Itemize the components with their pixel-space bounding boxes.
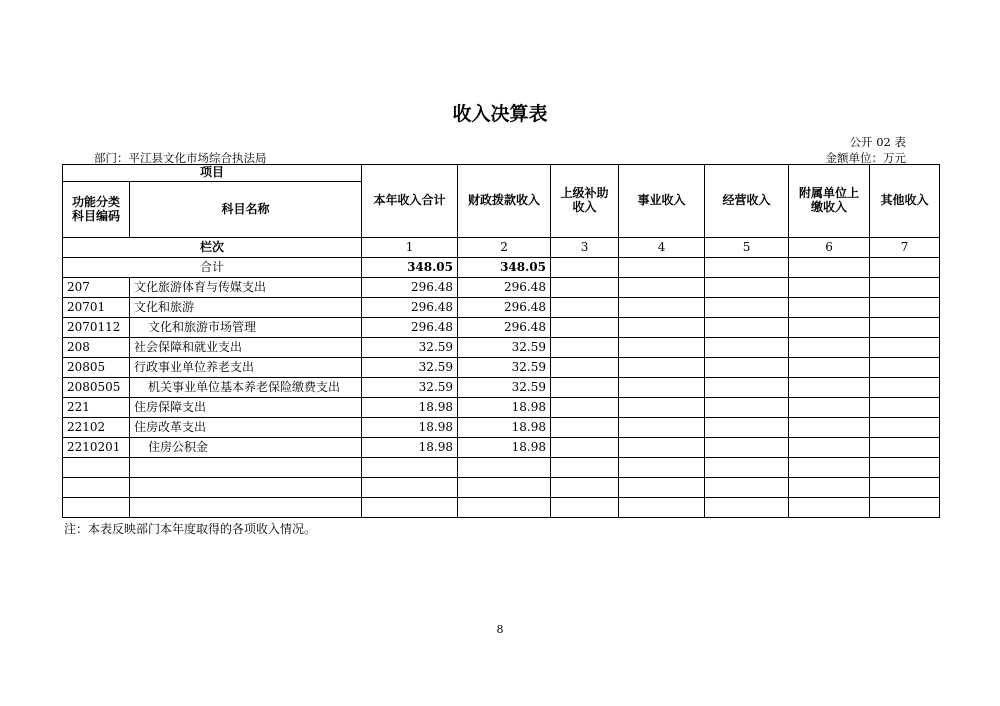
column-number: 7: [870, 238, 940, 258]
amount-cell: [705, 378, 789, 398]
amount-cell: [789, 418, 870, 438]
amount-cell: [705, 358, 789, 378]
amount-cell: 18.98: [362, 418, 458, 438]
amount-cell: [789, 398, 870, 418]
table-row: [63, 278, 940, 298]
subject-code: [63, 458, 130, 478]
amount-cell: [870, 498, 940, 518]
subject-name: 文化和旅游: [130, 298, 362, 318]
subject-name: 社会保障和就业支出: [130, 338, 362, 358]
amount-cell: [705, 338, 789, 358]
amount-cell: [619, 418, 705, 438]
amount-cell: [362, 498, 458, 518]
lanci-row: [63, 238, 940, 258]
amount-cell: [705, 398, 789, 418]
column-number: 5: [705, 238, 789, 258]
amount-cell: [551, 478, 619, 498]
amount-cell: 32.59: [362, 338, 458, 358]
amount-cell: [705, 498, 789, 518]
amount-unit-label: 金额单位：万元: [825, 151, 906, 165]
amount-cell: [551, 498, 619, 518]
total-value: [870, 258, 940, 278]
column-number: 4: [619, 238, 705, 258]
header-col-2: 财政拨款收入: [458, 165, 551, 238]
subject-name: 住房改革支出: [130, 418, 362, 438]
amount-cell: [789, 478, 870, 498]
amount-cell: [705, 478, 789, 498]
subject-code: 2070112: [63, 318, 130, 338]
amount-cell: [870, 338, 940, 358]
amount-cell: [870, 378, 940, 398]
amount-cell: [619, 338, 705, 358]
amount-cell: 296.48: [458, 318, 551, 338]
amount-cell: [619, 318, 705, 338]
table-row: [63, 298, 940, 318]
amount-cell: 32.59: [458, 338, 551, 358]
header-row-1: [63, 165, 940, 182]
total-label: 合计: [63, 258, 362, 278]
header-col-3: 上级补助 收入: [551, 165, 619, 238]
table-row: [63, 438, 940, 458]
subject-name: [130, 458, 362, 478]
amount-cell: [870, 418, 940, 438]
amount-cell: [458, 498, 551, 518]
amount-cell: [551, 298, 619, 318]
amount-cell: 32.59: [458, 358, 551, 378]
amount-cell: [870, 458, 940, 478]
amount-cell: [619, 458, 705, 478]
amount-cell: [551, 318, 619, 338]
table-row: [63, 318, 940, 338]
amount-cell: [705, 418, 789, 438]
column-number: 3: [551, 238, 619, 258]
subject-code: 2210201: [63, 438, 130, 458]
page-number: 8: [496, 623, 504, 636]
amount-cell: [789, 298, 870, 318]
column-number: 2: [458, 238, 551, 258]
subject-name: [130, 498, 362, 518]
header-col-7: 其他收入: [870, 165, 940, 238]
amount-cell: 296.48: [458, 298, 551, 318]
subject-name: 机关事业单位基本养老保险缴费支出: [130, 378, 362, 398]
total-value: [551, 258, 619, 278]
amount-cell: 18.98: [458, 418, 551, 438]
amount-cell: [619, 438, 705, 458]
amount-cell: [789, 278, 870, 298]
column-number: 1: [362, 238, 458, 258]
amount-cell: [551, 278, 619, 298]
total-value: [789, 258, 870, 278]
amount-cell: 32.59: [362, 358, 458, 378]
header-code: 功能分类 科目编码: [63, 182, 130, 238]
amount-cell: 32.59: [362, 378, 458, 398]
amount-cell: [789, 438, 870, 458]
header-name: 科目名称: [130, 182, 362, 238]
amount-cell: [619, 378, 705, 398]
amount-cell: [619, 498, 705, 518]
total-row: [63, 258, 940, 278]
amount-cell: [619, 478, 705, 498]
amount-cell: [705, 278, 789, 298]
amount-cell: [619, 358, 705, 378]
amount-cell: [619, 298, 705, 318]
table-row: [63, 458, 940, 478]
department-label: 部门：平江县文化市场综合执法局: [94, 151, 267, 165]
amount-cell: [551, 418, 619, 438]
income-table: [62, 164, 940, 518]
subject-code: 22102: [63, 418, 130, 438]
header-project: 项目: [63, 165, 362, 182]
column-number: 6: [789, 238, 870, 258]
table-row: [63, 338, 940, 358]
amount-cell: [551, 338, 619, 358]
amount-cell: [870, 298, 940, 318]
amount-cell: [551, 358, 619, 378]
table-row: [63, 478, 940, 498]
subject-name: 行政事业单位养老支出: [130, 358, 362, 378]
total-value: [619, 258, 705, 278]
subject-name: 文化旅游体育与传媒支出: [130, 278, 362, 298]
table-note: 注：本表反映部门本年度取得的各项收入情况。: [64, 522, 317, 536]
amount-cell: 296.48: [362, 318, 458, 338]
amount-cell: [789, 378, 870, 398]
table-row: [63, 398, 940, 418]
amount-cell: [551, 398, 619, 418]
amount-cell: [870, 438, 940, 458]
amount-cell: [789, 498, 870, 518]
total-value: 348.05: [362, 258, 458, 278]
subject-code: [63, 478, 130, 498]
table-row: [63, 418, 940, 438]
amount-cell: [362, 478, 458, 498]
subject-name: [130, 478, 362, 498]
amount-cell: [870, 398, 940, 418]
amount-cell: [789, 458, 870, 478]
form-number: 公开 02 表: [849, 135, 906, 149]
subject-code: 20701: [63, 298, 130, 318]
amount-cell: [551, 438, 619, 458]
subject-name: 文化和旅游市场管理: [130, 318, 362, 338]
amount-cell: [870, 478, 940, 498]
amount-cell: [705, 298, 789, 318]
amount-cell: 296.48: [362, 278, 458, 298]
amount-cell: [619, 398, 705, 418]
subject-code: 208: [63, 338, 130, 358]
amount-cell: 32.59: [458, 378, 551, 398]
amount-cell: [789, 338, 870, 358]
header-col-4: 事业收入: [619, 165, 705, 238]
header-col-1: 本年收入合计: [362, 165, 458, 238]
amount-cell: [551, 378, 619, 398]
amount-cell: [619, 278, 705, 298]
amount-cell: [870, 358, 940, 378]
subject-code: 207: [63, 278, 130, 298]
amount-cell: [362, 458, 458, 478]
table-row: [63, 358, 940, 378]
amount-cell: [551, 458, 619, 478]
amount-cell: 296.48: [458, 278, 551, 298]
amount-cell: 18.98: [458, 438, 551, 458]
page-title: 收入决算表: [452, 103, 548, 125]
amount-cell: [870, 318, 940, 338]
total-value: [705, 258, 789, 278]
subject-code: 221: [63, 398, 130, 418]
subject-name: 住房公积金: [130, 438, 362, 458]
amount-cell: 18.98: [362, 438, 458, 458]
amount-cell: [705, 438, 789, 458]
subject-name: 住房保障支出: [130, 398, 362, 418]
amount-cell: [789, 358, 870, 378]
amount-cell: 18.98: [362, 398, 458, 418]
amount-cell: [458, 478, 551, 498]
amount-cell: [789, 318, 870, 338]
amount-cell: [705, 458, 789, 478]
subject-code: [63, 498, 130, 518]
amount-cell: [705, 318, 789, 338]
header-col-5: 经营收入: [705, 165, 789, 238]
header-col-6: 附属单位上 缴收入: [789, 165, 870, 238]
amount-cell: 18.98: [458, 398, 551, 418]
amount-cell: [870, 278, 940, 298]
subject-code: 20805: [63, 358, 130, 378]
amount-cell: [458, 458, 551, 478]
total-value: 348.05: [458, 258, 551, 278]
amount-cell: 296.48: [362, 298, 458, 318]
table-row: [63, 498, 940, 518]
lanci-label: 栏次: [63, 238, 362, 258]
subject-code: 2080505: [63, 378, 130, 398]
table-body: [63, 165, 940, 518]
table-row: [63, 378, 940, 398]
